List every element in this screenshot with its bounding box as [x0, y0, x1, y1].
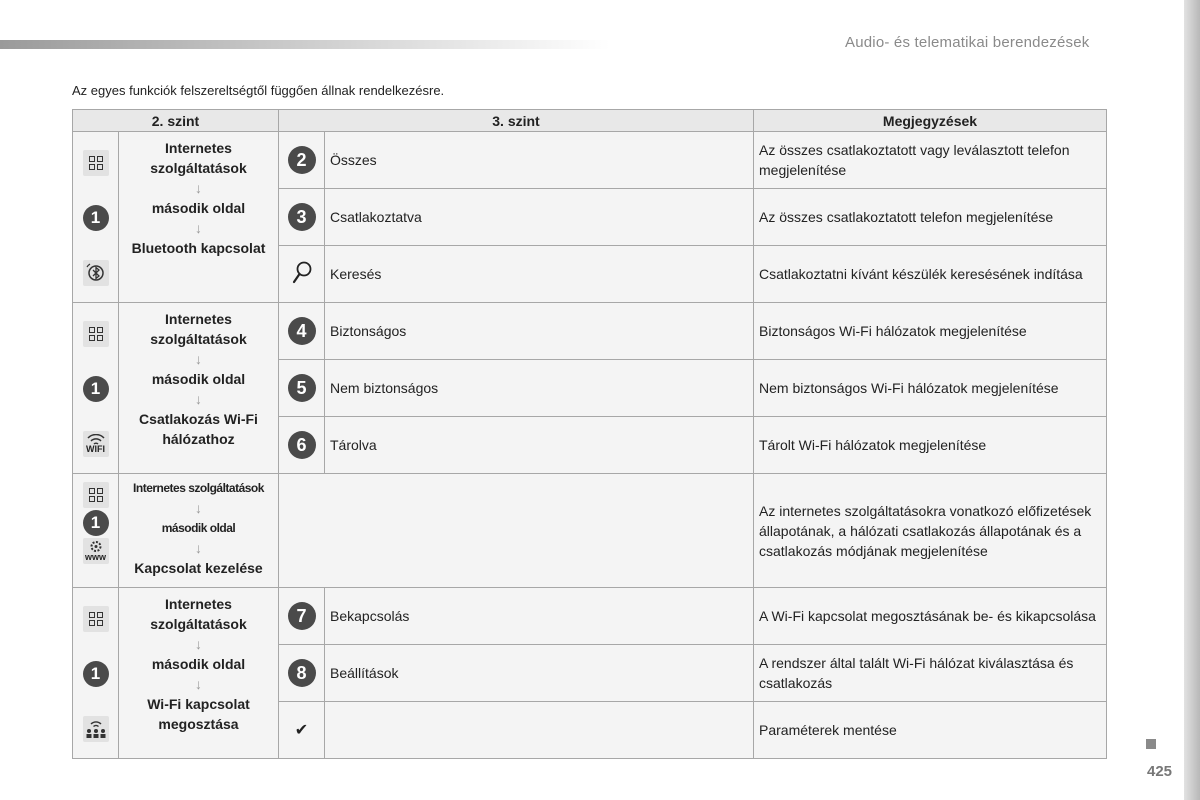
level3-icon-cell: [279, 132, 325, 189]
level3-icon-cell: [279, 645, 325, 702]
note-cell: Tárolt Wi-Fi hálózatok megjelenítése: [754, 417, 1107, 474]
intro-text: Az egyes funkciók felszereltségtől függően állnak rendelkezésre.: [72, 83, 445, 98]
level2-step: Internetes szolgáltatások: [133, 481, 264, 495]
level3-label: Bekapcsolás: [325, 588, 754, 645]
wifi-icon-label: WIFI: [86, 444, 105, 454]
page-marker: [1146, 739, 1156, 749]
connection-settings-icon: [83, 538, 109, 564]
level3-label: Nem biztonságos: [325, 360, 754, 417]
note-cell: Biztonságos Wi-Fi hálózatok megjelenítése: [754, 303, 1107, 360]
level2-path-bluetooth: [119, 132, 279, 303]
level2-step: Wi-Fi kapcsolat megosztása: [147, 696, 250, 732]
arrow-down-icon: ↓: [195, 220, 202, 236]
level2-step: második oldal: [151, 371, 246, 387]
note-cell: Csatlakoztatni kívánt készülék keresésének indítása: [754, 246, 1107, 303]
level3-icon-cell: [279, 702, 325, 759]
magnifier-icon: [290, 260, 314, 286]
level3-label: [325, 702, 754, 759]
note-cell: Paraméterek mentése: [754, 702, 1107, 759]
www-label: www: [84, 552, 106, 562]
note-cell: Az összes csatlakoztatott telefon megjelenítése: [754, 189, 1107, 246]
number-badge: 3: [288, 203, 316, 231]
page-badge: 1: [83, 205, 109, 231]
arrow-down-icon: ↓: [195, 500, 202, 516]
wifi-sharing-icon: [83, 716, 109, 742]
page-section-title: Audio- és telematikai berendezések: [845, 34, 1090, 51]
note-cell: Nem biztonságos Wi-Fi hálózatok megjelenítése: [754, 360, 1107, 417]
level3-icon-cell: [279, 360, 325, 417]
page-number: 425: [1147, 763, 1173, 780]
level2-icons-cell: [73, 303, 119, 474]
number-badge: 7: [288, 602, 316, 630]
level3-icon-cell: [279, 588, 325, 645]
number-badge: 2: [288, 146, 316, 174]
table-row: [73, 303, 1107, 360]
header-level3: 3. szint: [279, 110, 754, 132]
level2-step: második oldal: [151, 656, 246, 672]
level3-icon-cell: [279, 246, 325, 303]
level3-icon-cell: [279, 417, 325, 474]
wifi-icon: [83, 431, 109, 457]
page-edge-strip: [1184, 0, 1200, 800]
table-row: [73, 474, 1107, 588]
level3-icon-cell: [279, 303, 325, 360]
level2-step: Bluetooth kapcsolat: [131, 240, 266, 256]
level3-label: Tárolva: [325, 417, 754, 474]
level2-step: második oldal: [151, 200, 246, 216]
arrow-down-icon: ↓: [195, 676, 202, 692]
internet-services-icon: [83, 321, 109, 347]
level3-label: Beállítások: [325, 645, 754, 702]
level2-step: Internetes szolgáltatások: [150, 311, 247, 347]
note-cell: A rendszer által talált Wi-Fi hálózat kiválasztása és csatlakozás: [754, 645, 1107, 702]
level2-path-wifi-sharing: [119, 588, 279, 759]
level2-path-connection: [119, 474, 279, 588]
note-cell: A Wi-Fi kapcsolat megosztásának be- és kikapcsolása: [754, 588, 1107, 645]
internet-services-icon: [83, 150, 109, 176]
header-notes: Megjegyzések: [754, 110, 1107, 132]
level3-label: Összes: [325, 132, 754, 189]
level2-icons-cell: [73, 474, 119, 588]
page-badge: 1: [83, 661, 109, 687]
table-row: [73, 132, 1107, 189]
number-badge: 5: [288, 374, 316, 402]
page-badge: 1: [83, 376, 109, 402]
page-badge: 1: [83, 510, 109, 536]
table-header-row: [73, 110, 1107, 132]
level3-icon-cell: [279, 189, 325, 246]
header-gradient-bar: [0, 40, 610, 49]
level2-step: Internetes szolgáltatások: [150, 596, 247, 632]
arrow-down-icon: ↓: [195, 180, 202, 196]
note-cell: Az internetes szolgáltatásokra vonatkozó előfizetések állapotának, a hálózati csatlakozás állapotának és a csatlakozás módjának megjelenítése: [754, 474, 1107, 588]
level3-empty-cell: [279, 474, 754, 588]
number-badge: 6: [288, 431, 316, 459]
arrow-down-icon: ↓: [195, 351, 202, 367]
table-row: [73, 588, 1107, 645]
level3-label: Keresés: [325, 246, 754, 303]
note-cell: Az összes csatlakoztatott vagy leválasztott telefon megjelenítése: [754, 132, 1107, 189]
internet-services-icon: [83, 482, 109, 508]
number-badge: 8: [288, 659, 316, 687]
level2-step: Internetes szolgáltatások: [150, 140, 247, 176]
level3-label: Biztonságos: [325, 303, 754, 360]
number-badge: 4: [288, 317, 316, 345]
arrow-down-icon: ↓: [195, 636, 202, 652]
arrow-down-icon: ↓: [195, 540, 202, 556]
level3-label: Csatlakoztatva: [325, 189, 754, 246]
functions-table: [72, 109, 1107, 759]
bluetooth-icon: [83, 260, 109, 286]
checkmark-icon: ✔: [294, 722, 309, 739]
header-level2: 2. szint: [73, 110, 279, 132]
level2-step: Csatlakozás Wi-Fi hálózathoz: [139, 411, 258, 447]
level2-step: Kapcsolat kezelése: [134, 560, 263, 576]
level2-step: második oldal: [161, 521, 236, 535]
level2-path-wifi: [119, 303, 279, 474]
level2-icons-cell: [73, 588, 119, 759]
internet-services-icon: [83, 606, 109, 632]
arrow-down-icon: ↓: [195, 391, 202, 407]
level2-icons-cell: [73, 132, 119, 303]
